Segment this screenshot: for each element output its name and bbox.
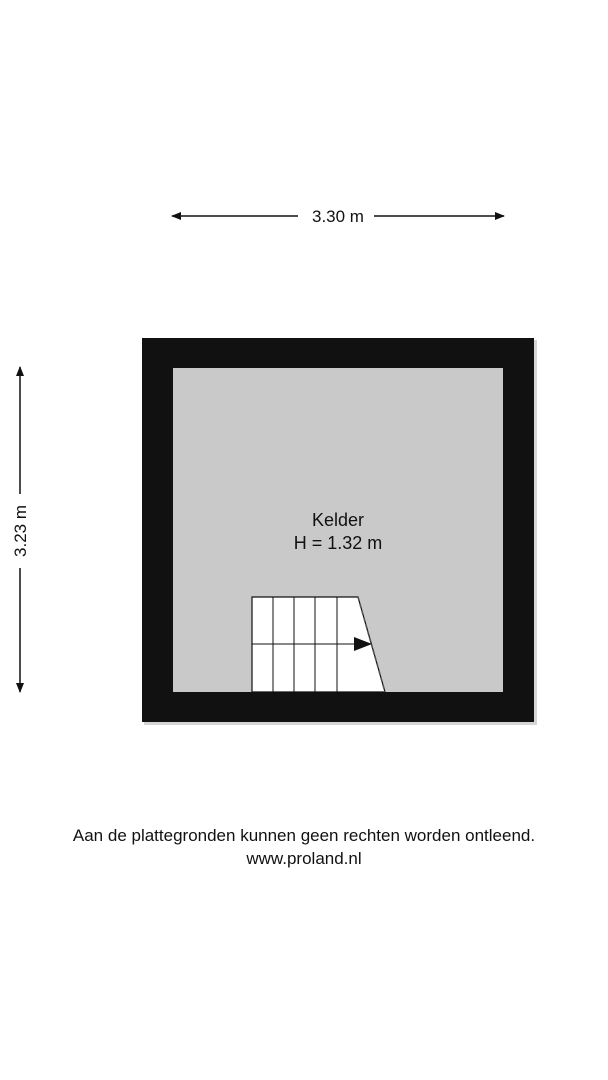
website-text: www.proland.nl xyxy=(246,849,362,868)
height-dimension xyxy=(11,367,30,692)
width-dimension-label: 3.30 m xyxy=(312,207,364,226)
width-dimension xyxy=(172,207,504,226)
room-height: H = 1.32 m xyxy=(293,533,383,553)
disclaimer-text: Aan de plattegronden kunnen geen rechten worden ontleend. xyxy=(72,826,536,845)
height-dimension-label: 3.23 m xyxy=(11,505,30,557)
room-name: Kelder xyxy=(311,510,365,530)
